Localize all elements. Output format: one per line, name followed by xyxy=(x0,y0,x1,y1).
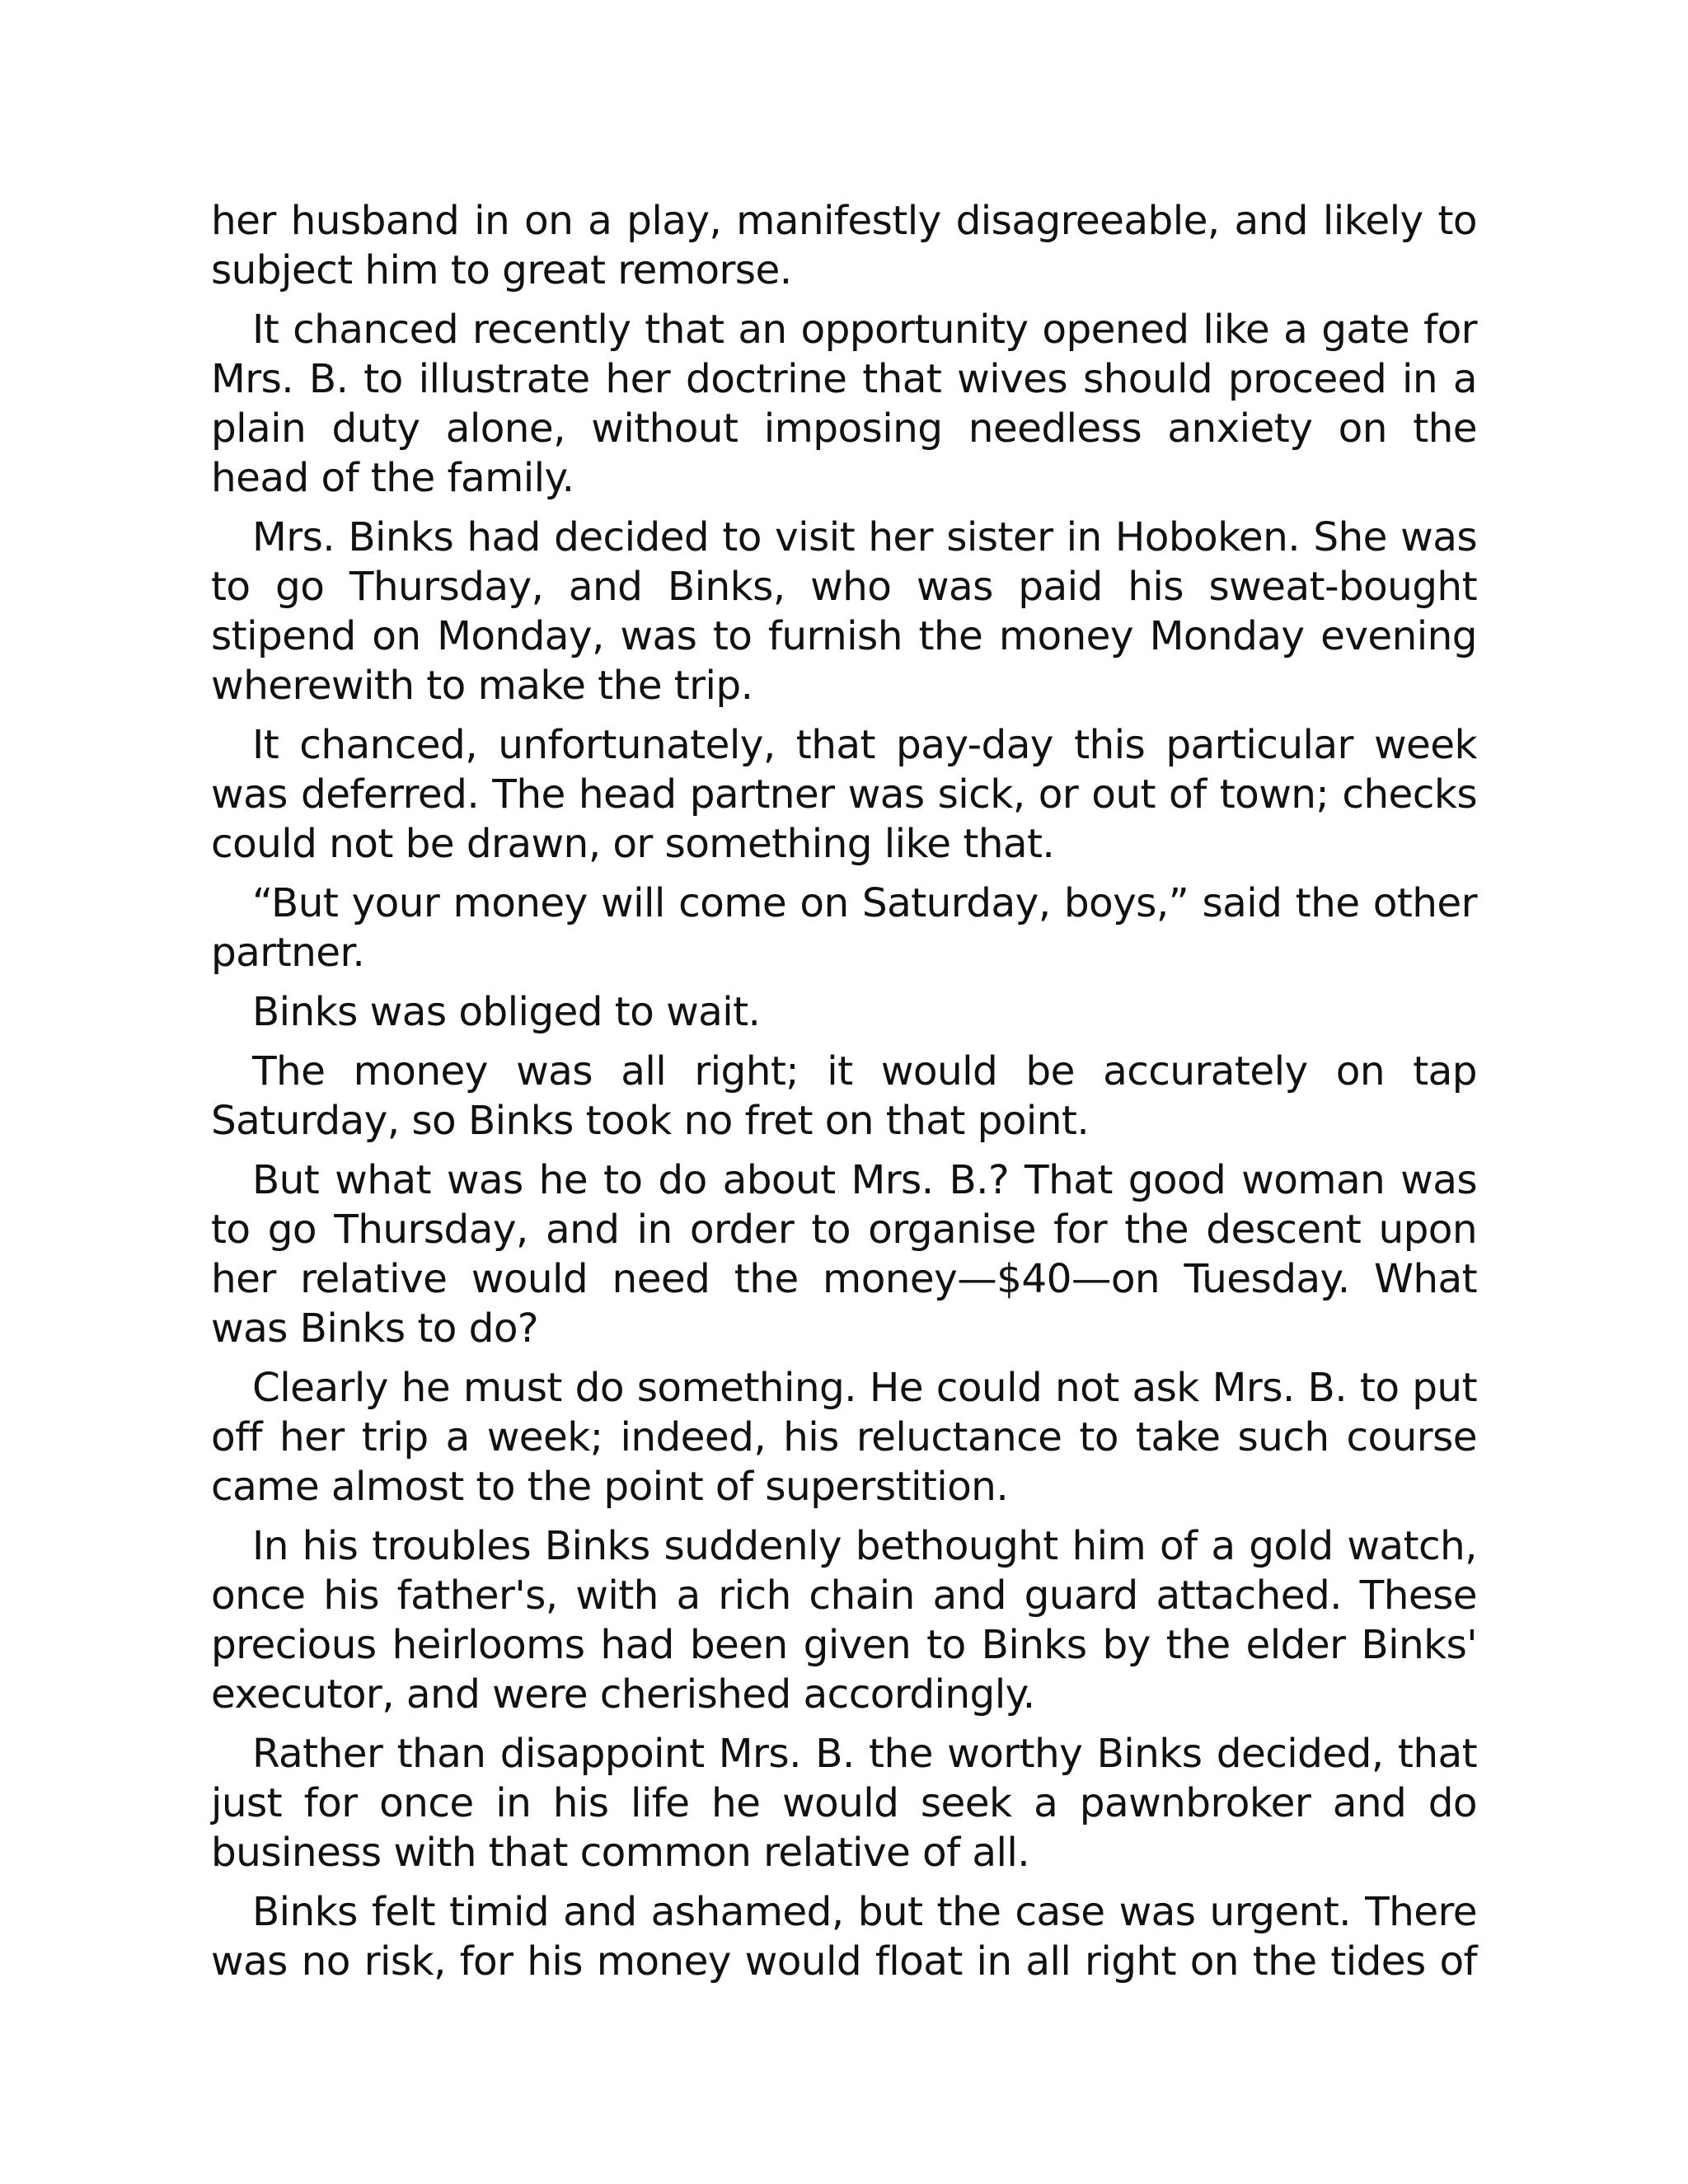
paragraph-11: Rather than disappoint Mrs. B. the worthy Binks decided, that just for once in his life he would seek a pawnbroker and do business with that common relative of all. xyxy=(211,1731,1477,1876)
paragraph-5: “But your money will come on Saturday, boys,” said the other partner. xyxy=(211,880,1477,976)
paragraph-3: Mrs. Binks had decided to visit her sister in Hoboken. She was to go Thursday, and Binks, who was paid his sweat-bought stipend on Monday, was to furnish the money Monday evening wherewith to make the trip. xyxy=(211,514,1477,709)
paragraph-7: The money was all right; it would be accurately on tap Saturday, so Binks took no fret on that point. xyxy=(211,1048,1477,1144)
paragraph-9: Clearly he must do something. He could not ask Mrs. B. to put off her trip a week; indeed, his reluctance to take such course came almost to the point of superstition. xyxy=(211,1365,1477,1510)
paragraph-10: In his troubles Binks suddenly bethought him of a gold watch, once his father's, with a rich chain and guard attached. These precious heirlooms had been given to Binks by the elder Binks' executor, and were cherished accordingly. xyxy=(211,1523,1477,1718)
paragraph-6: Binks was obliged to wait. xyxy=(252,989,761,1035)
paragraph-1: her husband in on a play, manifestly disagreeable, and likely to subject him to great remorse. xyxy=(211,198,1477,293)
paragraph-12: Binks felt timid and ashamed, but the case was urgent. There was no risk, for his money would float in all right on the tides of xyxy=(211,1889,1477,1985)
page-body xyxy=(211,196,1477,1996)
paragraph-4: It chanced, unfortunately, that pay-day this particular week was deferred. The head partner was sick, or out of town; checks could not be drawn, or something like that. xyxy=(211,722,1477,867)
paragraph-2: It chanced recently that an opportunity opened like a gate for Mrs. B. to illustrate her doctrine that wives should proceed in a plain duty alone, without imposing needless anxiety on the head of the family. xyxy=(211,307,1477,501)
paragraph-8: But what was he to do about Mrs. B.? That good woman was to go Thursday, and in order to organise for the descent upon her relative would need the money—$40—on Tuesday. What was Binks to do? xyxy=(211,1157,1477,1352)
